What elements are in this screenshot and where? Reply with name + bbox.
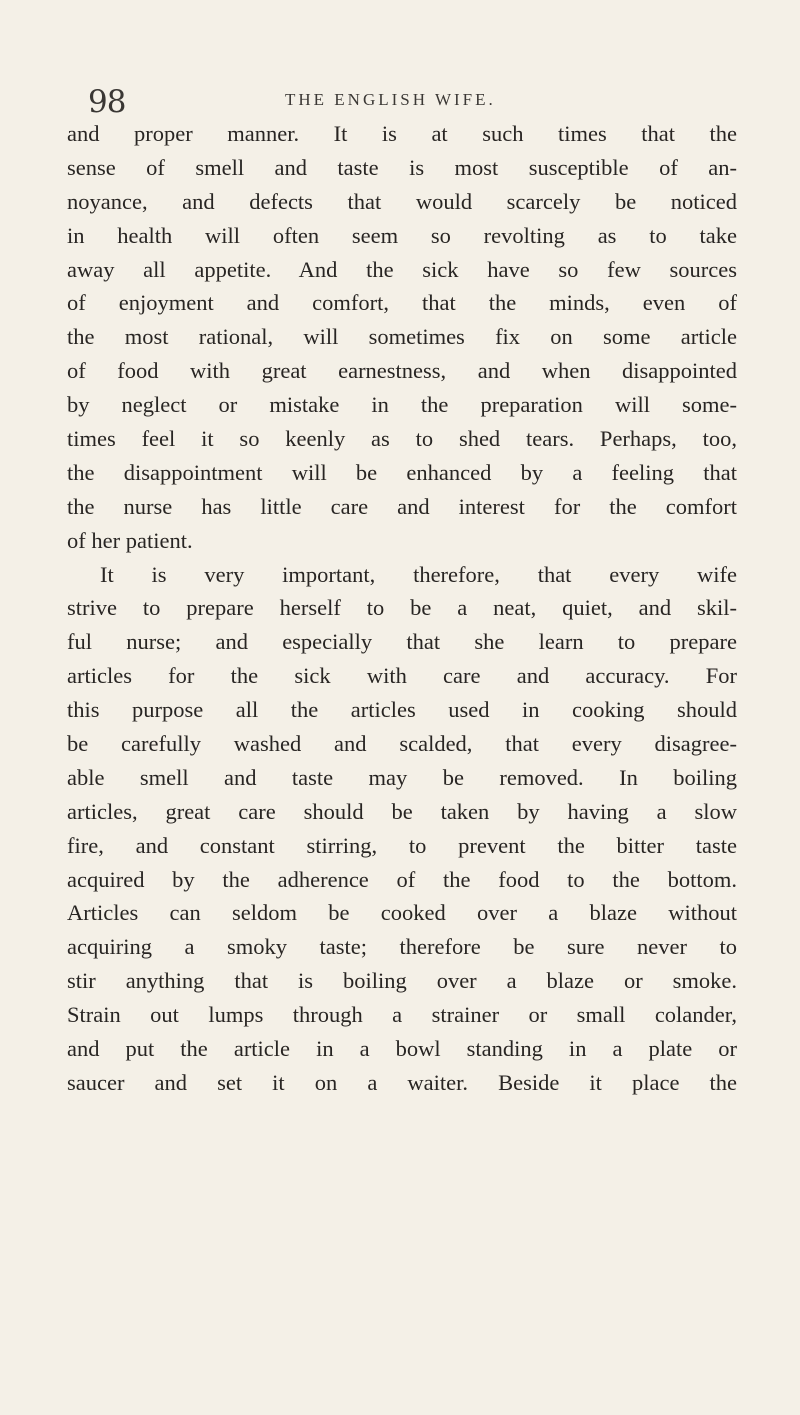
text-line: acquiring a smoky taste; therefore be sure never to bbox=[67, 934, 737, 960]
running-head: THE ENGLISH WIFE. bbox=[285, 90, 496, 109]
text-line: Articles can seldom be cooked over a blaze without bbox=[67, 900, 737, 926]
text-line: the disappointment will be enhanced by a feeling that bbox=[67, 459, 737, 485]
text-line: and proper manner. It is at such times that the bbox=[67, 121, 737, 146]
page-number: 98 bbox=[88, 84, 126, 120]
text-line: stir anything that is boiling over a blaze or smoke. bbox=[67, 968, 737, 994]
paragraph-first-line: It is very important, therefore, that every wife bbox=[100, 561, 737, 587]
body-text bbox=[67, 117, 737, 1100]
text-line: by neglect or mistake in the preparation will some- bbox=[67, 392, 737, 418]
text-line: fire, and constant stirring, to prevent the bitter taste bbox=[67, 832, 737, 858]
text-line: in health will often seem so revolting as to take bbox=[67, 222, 737, 248]
text-line: acquired by the adherence of the food to the bottom. bbox=[67, 866, 737, 892]
text-line: able smell and taste may be removed. In boiling bbox=[67, 764, 737, 790]
text-line: times feel it so keenly as to shed tears. Perhaps, too, bbox=[67, 426, 737, 452]
text-line: articles, great care should be taken by having a slow bbox=[67, 798, 737, 824]
text-line: strive to prepare herself to be a neat, quiet, and skil- bbox=[67, 595, 737, 621]
text-line: of her patient. bbox=[67, 527, 193, 553]
text-line: saucer and set it on a waiter. Beside it place the bbox=[67, 1069, 737, 1095]
text-line: of enjoyment and comfort, that the minds, even of bbox=[67, 290, 737, 316]
text-line: be carefully washed and scalded, that every disagree- bbox=[67, 731, 737, 757]
text-line: this purpose all the articles used in cooking should bbox=[67, 697, 737, 723]
text-line: away all appetite. And the sick have so few sources bbox=[67, 256, 737, 282]
text-line: ful nurse; and especially that she learn to prepare bbox=[67, 629, 737, 655]
text-line: noyance, and defects that would scarcely be noticed bbox=[67, 188, 737, 214]
text-line: sense of smell and taste is most susceptible of an- bbox=[67, 154, 737, 180]
text-line: and put the article in a bowl standing in a plate or bbox=[67, 1036, 737, 1062]
text-line: of food with great earnestness, and when disappointed bbox=[67, 358, 737, 384]
text-line: the nurse has little care and interest for the comfort bbox=[67, 493, 737, 519]
text-line: Strain out lumps through a strainer or small colander, bbox=[67, 1002, 737, 1028]
text-line: articles for the sick with care and accuracy. For bbox=[67, 663, 737, 689]
text-line: the most rational, will sometimes fix on some article bbox=[67, 324, 737, 350]
